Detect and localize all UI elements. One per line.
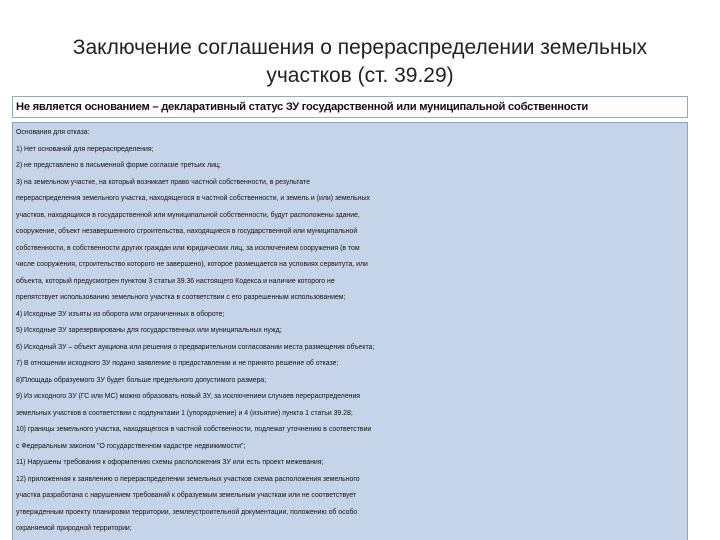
text-line: 11) Нарушены требования к оформлению схемы расположения ЗУ или есть проект межевания; [16,459,324,466]
refusal-grounds-box [12,122,688,540]
text-line: земельных участков в соответствии с подпунктами 1 (упорядочение) и 4 (изъятие) пункта 1 статьи 39.28; [16,409,353,417]
text-line: 4) Исходные ЗУ изъяты из оборота или ограниченных в обороте; [16,310,225,318]
text-line: 5) Исходные ЗУ зарезервированы для государственных или муниципальных нужд; [16,327,282,334]
text-line: 1) Нет оснований для перераспределения; [16,145,154,153]
text-line: участка разработана с нарушением требований к образуемым земельным участкам или не соответствует [16,492,357,499]
text-line: объекта, который предусмотрен пунктом 3 статьи 39.36 настоящего Кодекса и наличие которого не [16,277,335,285]
text-line: числе сооружения, строительство которого не завершено), которое размещается на условиях сервитута, или [16,261,368,268]
text-line: 3) на земельном участке, на который возникает право частной собственности, в результате [16,178,310,186]
title-line-2: участков (ст. 39.29) [266,64,454,87]
text-line: препятствует использованию земельного участка в соответствии с его разрешенным использованием; [16,294,346,301]
title-line-1: Заключение соглашения о перераспределении земельных [72,36,648,59]
text-line: 6) Исходный ЗУ – объект аукциона или решения о предварительном согласовании места размещения объекта; [16,343,375,351]
text-line: перераспределения земельного участка, находящегося в частной собственности, и земель и (или) земельных [16,195,370,202]
text-line: охраняемой природной территории; [16,525,132,532]
text-line: участков, находящихся в государственной или муниципальной собственности, будут расположены здание, [16,211,360,219]
text-line: 2) не представлено в письменной форме согласие третьих лиц; [16,162,221,169]
banner-text: Не является основанием – декларативный статус ЗУ государственной или муниципальной собственности [16,101,589,113]
text-line: 8)Площадь образуемого ЗУ будет больше предельного допустимого размера; [16,376,267,384]
text-line: 12) приложенная к заявлению о перераспределении земельных участков схема расположения земельного [16,475,360,483]
text-line: 10) границы земельного участка, находящегося в частной собственности, подлежат уточнению в соответствии [16,426,372,433]
banner-box [12,96,688,118]
text-line: 7) В отношении исходного ЗУ подано заявление о предоставлении и не принято решение об отказе; [16,360,339,367]
page-title [40,34,680,90]
refusal-grounds-heading: Основания для отказа: [16,129,90,136]
text-line: утвержденным проекту планировки территории, землеустроительной документации, положению об особо [16,508,358,516]
text-line: с Федеральным законом "О государственном кадастре недвижимости"; [16,442,246,450]
text-line: сооружение, объект незавершенного строительства, находящиеся в государственной или муниципальной [16,228,358,235]
text-line: 9) Из исходного ЗУ (ГС или МС) можно образовать новый ЗУ, за исключением случаев перераспределения [16,393,361,400]
text-line: собственности, в собственности других граждан или юридических лиц, за исключением сооружения (в том [16,244,360,252]
